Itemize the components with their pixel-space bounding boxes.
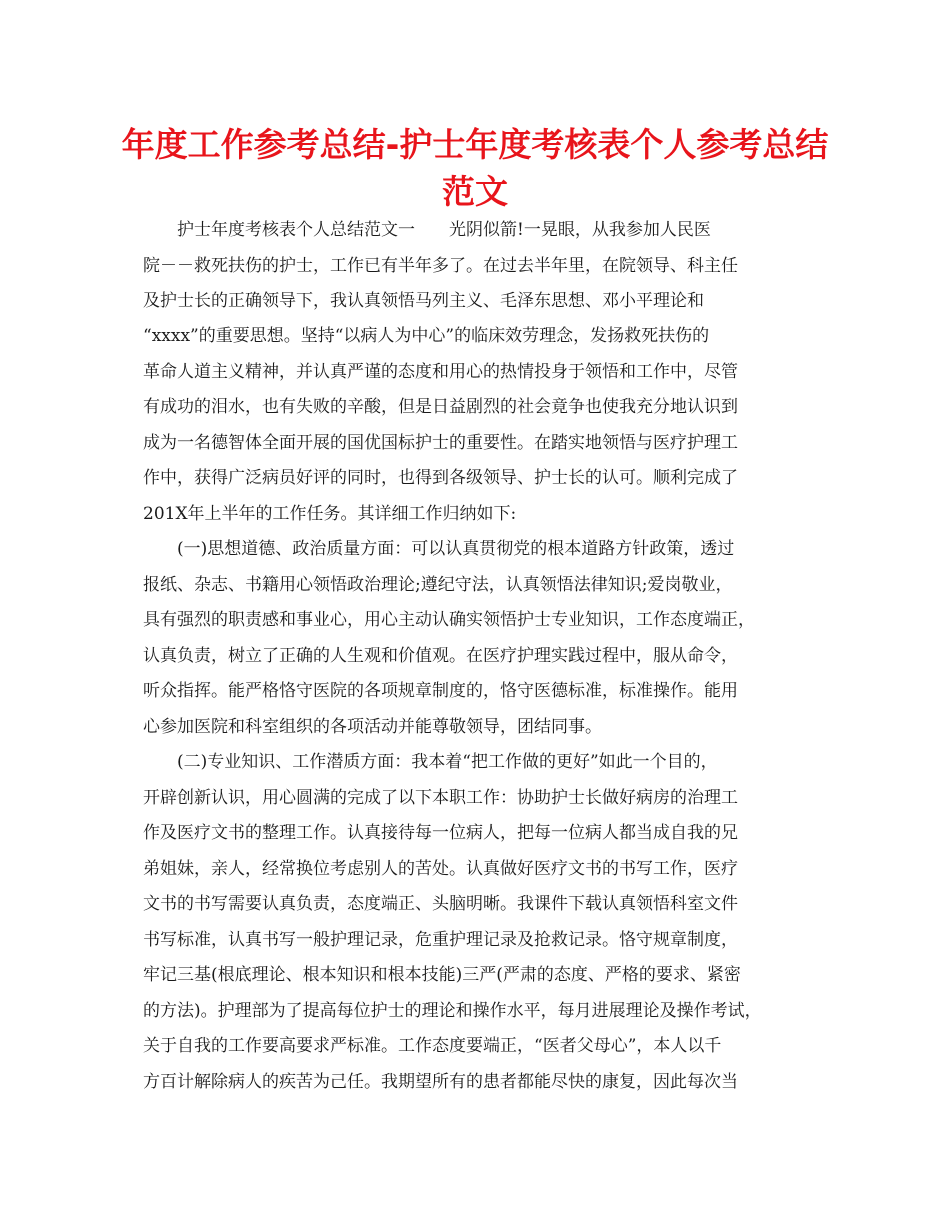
document-title-line-1: 年度工作参考总结-护士年度考核表个人参考总结 bbox=[121, 125, 829, 164]
body-line: 革命人道主义精神，并认真严谨的态度和用心的热情投身于领悟和工作中，尽管 bbox=[143, 362, 738, 382]
body-line: 作中，获得广泛病员好评的同时，也得到各级领导、护士长的认可。顺利完成了 bbox=[143, 468, 738, 488]
body-line: 方百计解除病人的疾苦为己任。我期望所有的患者都能尽快的康复，因此每次当 bbox=[143, 1072, 738, 1092]
body-line: 成为一名德智体全面开展的国优国标护士的重要性。在踏实地领悟与医疗护理工 bbox=[143, 433, 738, 453]
body-line: 弟姐妹，亲人，经常换位考虑别人的苦处。认真做好医疗文书的书写工作，医疗 bbox=[143, 859, 738, 879]
body-line: (一)思想道德、政治质量方面：可以认真贯彻党的根本道路方针政策，透过 bbox=[143, 539, 735, 559]
body-line: 院－－救死扶伤的护士，工作已有半年多了。在过去半年里，在院领导、科主任 bbox=[143, 256, 738, 276]
body-line: 护士年度考核表个人总结范文一 光阴似箭!一晃眼，从我参加人民医 bbox=[143, 220, 711, 240]
body-line: 认真负责，树立了正确的人生观和价值观。在医疗护理实践过程中，服从命令， bbox=[143, 646, 738, 666]
body-line: 开辟创新认识，用心圆满的完成了以下本职工作：协助护士长做好病房的治理工 bbox=[143, 788, 738, 808]
body-line: 的方法)。护理部为了提高每位护士的理论和操作水平，每月进展理论及操作考试， bbox=[143, 1001, 762, 1021]
body-line: 报纸、杂志、书籍用心领悟政治理论;遵纪守法，认真领悟法律知识;爱岗敬业， bbox=[143, 575, 733, 595]
body-line: 心参加医院和科室组织的各项活动并能尊敬领导，团结同事。 bbox=[143, 717, 602, 737]
body-line: 关于自我的工作要高要求严标准。工作态度要端正，“医者父母心”，本人以千 bbox=[143, 1036, 722, 1056]
body-line: 文书的书写需要认真负责，态度端正、头脑明晰。我课件下载认真领悟科室文件 bbox=[143, 894, 738, 914]
body-line: 有成功的泪水，也有失败的辛酸，但是日益剧烈的社会竟争也使我充分地认识到 bbox=[143, 397, 738, 417]
body-line: “xxxx”的重要思想。坚持“以病人为中心”的临床效劳理念，发扬救死扶伤的 bbox=[143, 326, 710, 346]
body-line: 书写标准，认真书写一般护理记录，危重护理记录及抢救记录。恪守规章制度， bbox=[143, 930, 738, 950]
body-line: 201X年上半年的工作任务。其详细工作归纳如下: bbox=[143, 504, 517, 524]
document-title-line-2: 范文 bbox=[442, 172, 508, 211]
body-line: 牢记三基(根底理论、根本知识和根本技能)三严(严肃的态度、严格的要求、紧密 bbox=[143, 965, 741, 985]
body-line: 作及医疗文书的整理工作。认真接待每一位病人，把每一位病人都当成自我的兄 bbox=[143, 823, 738, 843]
body-line: 具有强烈的职责感和事业心，用心主动认确实领悟护士专业知识，工作态度端正， bbox=[143, 610, 755, 630]
body-line: 听众指挥。能严格恪守医院的各项规章制度的，恪守医德标准，标准操作。能用 bbox=[143, 681, 738, 701]
body-line: 及护士长的正确领导下，我认真领悟马列主义、毛泽东思想、邓小平理论和 bbox=[143, 291, 704, 311]
body-line: (二)专业知识、工作潜质方面：我本着“把工作做的更好”如此一个目的， bbox=[143, 752, 718, 772]
